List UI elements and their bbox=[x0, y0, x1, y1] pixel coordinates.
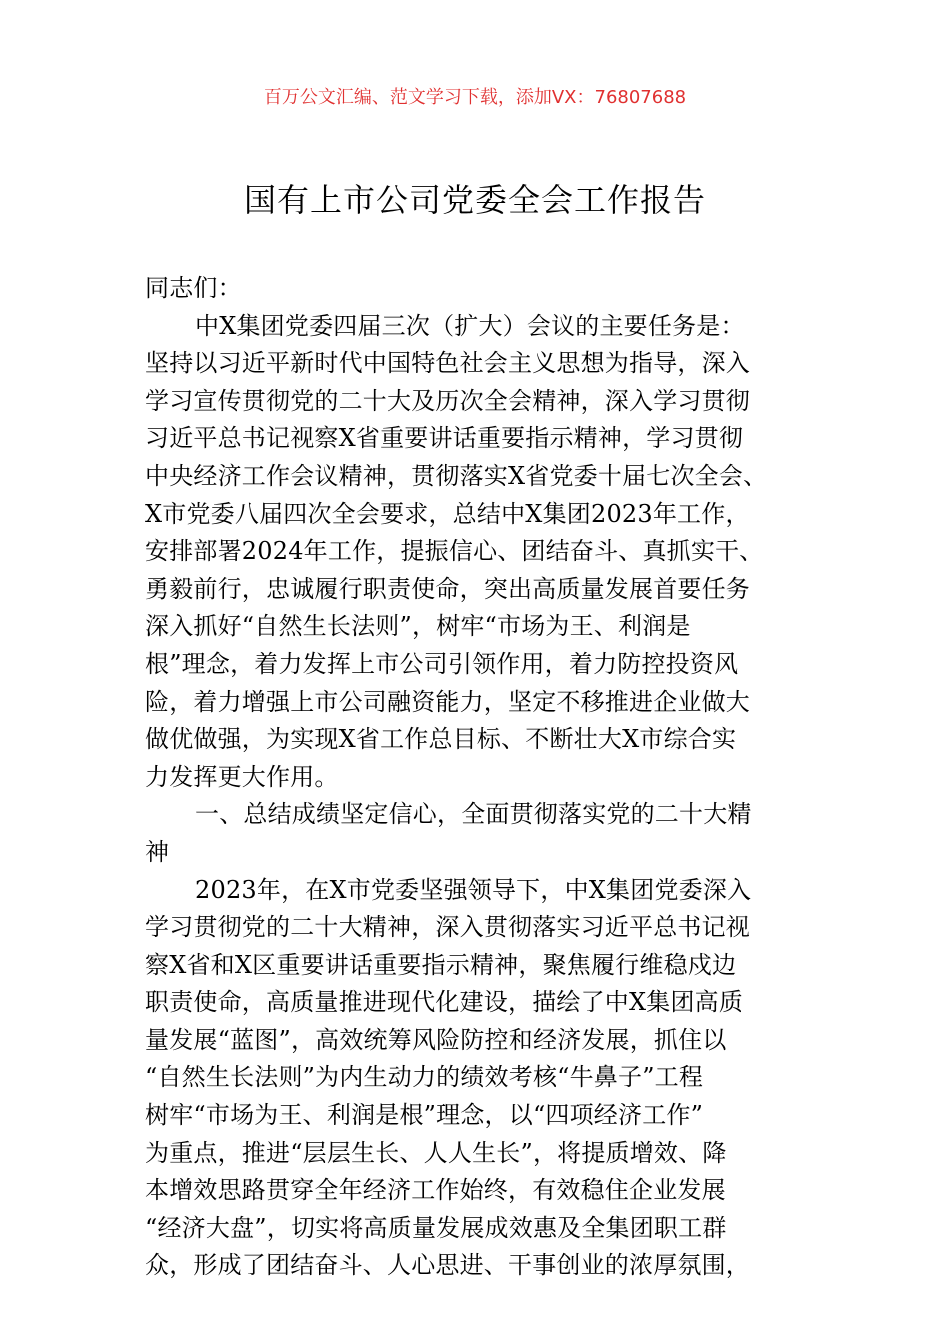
paragraph-line: 根”理念，着力发挥上市公司引领作用，着力防控投资风 bbox=[145, 649, 739, 678]
paragraph-line: 众，形成了团结奋斗、人心思进、干事创业的浓厚氛围， bbox=[145, 1251, 750, 1280]
section-heading-line: 神 bbox=[145, 837, 170, 866]
paragraph-line: 险，着力增强上市公司融资能力，坚定不移推进企业做大 bbox=[145, 687, 750, 716]
paragraph-line: 习近平总书记视察X省重要讲话重要指示精神，学习贯彻 bbox=[145, 424, 744, 453]
paragraph-line: 察X省和X区重要讲话重要指示精神，聚焦履行维稳戍边 bbox=[145, 950, 737, 979]
paragraph-line: 做优做强，为实现X省工作总目标、不断壮大X市综合实 bbox=[145, 725, 737, 754]
paragraph-line: 2023年，在X市党委坚强领导下，中X集团党委深入 bbox=[195, 875, 752, 904]
paragraph-line: 本增效思路贯穿全年经济工作始终，有效稳住企业发展 bbox=[145, 1176, 726, 1205]
paragraph-line: 为重点，推进“层层生长、人人生长”，将提质增效、降 bbox=[145, 1138, 727, 1167]
paragraph-line: 中央经济工作会议精神，贯彻落实X省党委十届七次全会、 bbox=[145, 461, 768, 490]
paragraph-line: 安排部署2024年工作，提振信心、团结奋斗、真抓实干、 bbox=[145, 537, 764, 566]
paragraph-line: 学习宣传贯彻党的二十大及历次全会精神，深入学习贯彻 bbox=[145, 386, 750, 415]
section-heading-line: 一、总结成绩坚定信心，全面贯彻落实党的二十大精 bbox=[195, 800, 752, 829]
paragraph-line: 职责使命，高质量推进现代化建设，描绘了中X集团高质 bbox=[145, 988, 744, 1017]
paragraph-line: 力发挥更大作用。 bbox=[145, 762, 339, 791]
paragraph-line: 学习贯彻党的二十大精神，深入贯彻落实习近平总书记视 bbox=[145, 913, 750, 942]
paragraph-line: 量发展“蓝图”，高效统筹风险防控和经济发展，抓住以 bbox=[145, 1025, 727, 1054]
paragraph-line: 树牢“市场为王、利润是根”理念，以“四项经济工作” bbox=[145, 1101, 704, 1130]
document-body bbox=[145, 270, 810, 1285]
paragraph-line: 深入抓好“自然生长法则”，树牢“市场为王、利润是 bbox=[145, 612, 691, 641]
paragraph-line: 勇毅前行，忠诚履行职责使命，突出高质量发展首要任务 bbox=[145, 574, 750, 603]
paragraph-line: 中X集团党委四届三次（扩大）会议的主要任务是： bbox=[195, 311, 745, 340]
watermark-header-note: 百万公文汇编、范文学习下载，添加VX：76807688 bbox=[263, 87, 687, 108]
paragraph-line: “自然生长法则”为内生动力的绩效考核“牛鼻子”工程 bbox=[145, 1063, 704, 1092]
document-title: 国有上市公司党委全会工作报告 bbox=[243, 181, 706, 219]
paragraph-line: X市党委八届四次全会要求，总结中X集团2023年工作， bbox=[145, 499, 750, 528]
paragraph-line: 同志们： bbox=[145, 274, 242, 302]
paragraph-line: 坚持以习近平新时代中国特色社会主义思想为指导，深入 bbox=[145, 349, 750, 378]
paragraph-line: “经济大盘”，切实将高质量发展成效惠及全集团职工群 bbox=[145, 1213, 727, 1242]
